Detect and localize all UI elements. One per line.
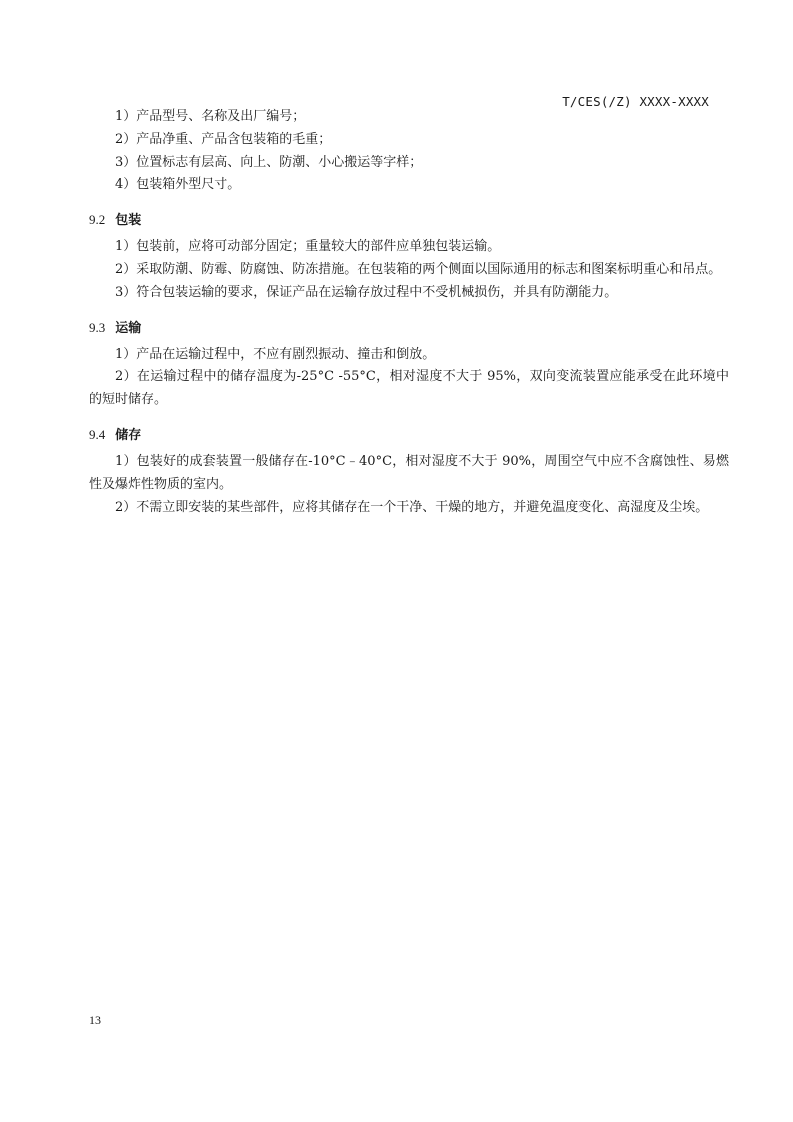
list-item: 1）产品在运输过程中，不应有剧烈振动、撞击和倒放。 [115, 346, 436, 362]
list-item: 3）符合包装运输的要求，保证产品在运输存放过程中不受机械损伤，并具有防潮能力。 [115, 284, 618, 300]
section-heading-transport [89, 317, 729, 340]
packaging-list [89, 236, 729, 304]
list-item: 2）不需立即安装的某些部件，应将其储存在一个干净、干燥的地方，并避免温度变化、高湿度及尘埃。 [115, 499, 709, 515]
storage-list [89, 451, 729, 519]
section-title: 储存 [115, 427, 142, 443]
list-item: 2）在运输过程中的储存温度为-25°C -55°C，相对湿度不大于 95%，双向变流装置应能承受在此环境中的短时储存。 [89, 369, 729, 408]
page-body [89, 106, 729, 519]
list-item: 3）位置标志有层高、向上、防潮、小心搬运等字样； [115, 154, 423, 170]
list-item: 2）产品净重、产品含包装箱的毛重； [115, 131, 332, 147]
transport-list [89, 344, 729, 412]
section-heading-packaging [89, 209, 729, 232]
section-heading-storage [89, 424, 729, 447]
list-item: 4）包装箱外型尺寸。 [115, 177, 241, 193]
section-number: 9.3 [89, 319, 106, 335]
marking-list [89, 106, 729, 197]
section-title: 运输 [115, 320, 142, 336]
list-item: 1）包装前，应将可动部分固定；重量较大的部件应单独包装运输。 [115, 239, 501, 255]
section-title: 包装 [115, 213, 142, 229]
list-item: 2）采取防潮、防霉、防腐蚀、防冻措施。在包装箱的两个侧面以国际通用的标志和图案标明重心和吊点。 [115, 261, 722, 277]
page-number: 13 [89, 1013, 101, 1027]
document-code: T/CES(/Z) XXXX-XXXX [562, 94, 709, 109]
section-number: 9.2 [89, 212, 106, 228]
section-number: 9.4 [89, 426, 106, 442]
list-item: 1）产品型号、名称及出厂编号； [115, 109, 306, 124]
list-item: 1）包装好的成套装置一般储存在-10°C﹣40°C，相对湿度不大于 90%，周围空气中应不含腐蚀性、易燃性及爆炸性物质的室内。 [89, 453, 729, 492]
